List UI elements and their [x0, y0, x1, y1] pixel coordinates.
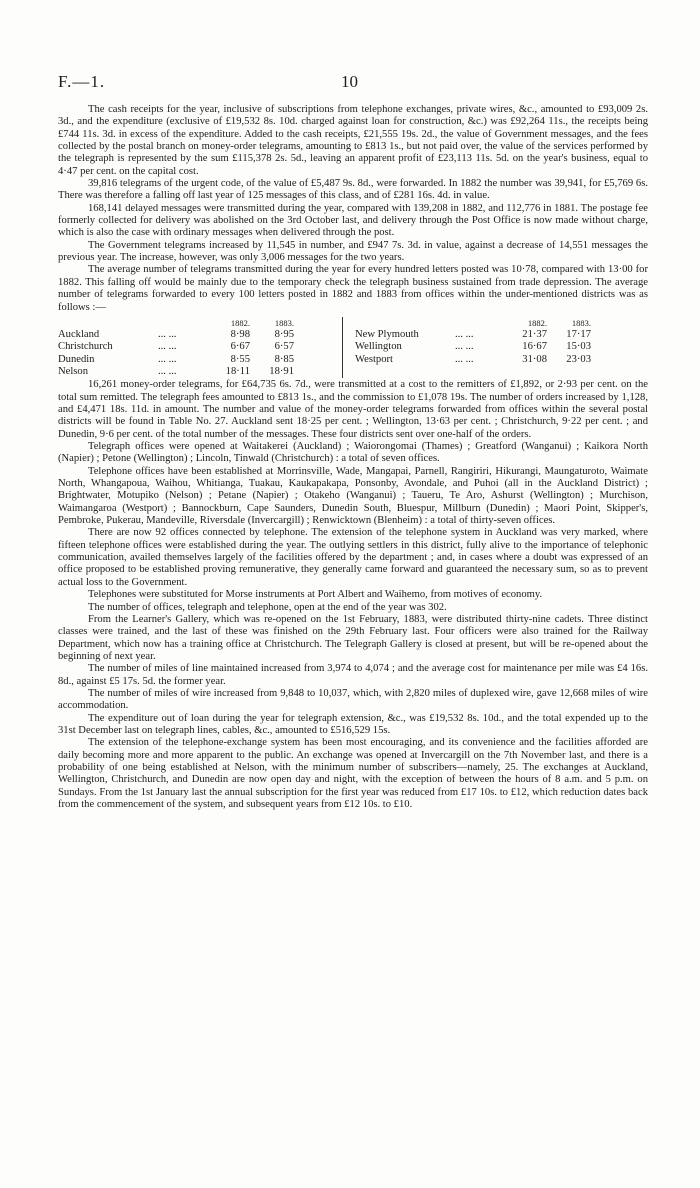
paragraph: Telegraph offices were opened at Waitakerei (Auckland) ; Waiorongomai (Thames) ; Greatford (Wanganui) ; Kaikora North (Napier) ; Petone (Wellington) ; Lincoln, Tinwald (Christchurch) : a total of seven offices. [58, 441, 648, 465]
district-name: New Plymouth [355, 329, 419, 341]
table-row [58, 354, 338, 366]
table-row [355, 329, 623, 341]
value-1882: 6·67 [230, 341, 250, 353]
value-1883: 8·85 [274, 353, 294, 365]
leader-dots: ... ... [158, 353, 177, 365]
table-row [58, 341, 338, 353]
value-1883: 17·17 [566, 329, 591, 341]
report-reference: F.—1. [58, 72, 106, 91]
col-header-1882: 1882. [527, 317, 547, 328]
leader-dots: ... ... [455, 329, 474, 341]
district-name: Wellington [355, 341, 402, 353]
paragraph: The Government telegrams increased by 11,545 in number, and £947 7s. 3d. in value, against a decrease of 14,551 messages the previous year. The increase, however, was only 3,006 messages for the two years. [58, 239, 648, 264]
paragraph: The extension of the telephone-exchange system has been most encouraging, and its convenience and the facilities afforded are daily becoming more and more apparent to the public. An exchange was opened at Invercargill on the 7th November last, and there is a probability of one being established at Nelson, with the minimum number of subscribers—namely, 25. The exchanges at Auckland, Wellington, Christchurch, and Dunedin are now open day and night, with the exception of between the hours of 8 a.m. and 5 p.m. on Sundays. From the 1st January last the annual subscription for the first year was reduced from £17 10s. to £12, which reduction dates back from the commencement of the system, and subsequent years from £12 10s. to £10. [58, 737, 648, 811]
table-column-left [58, 317, 338, 378]
table-row [58, 329, 338, 341]
district-name: Christchurch [58, 341, 113, 353]
value-1883: 23·03 [566, 353, 591, 365]
paragraphs-before-table [58, 104, 648, 314]
table-row [355, 341, 623, 353]
col-header-1883: 1883. [274, 317, 294, 328]
value-1883: 15·03 [566, 341, 591, 353]
leader-dots: ... ... [455, 353, 474, 365]
telegram-ratio-table [58, 317, 648, 378]
value-1882: 16·67 [522, 341, 547, 353]
value-1882: 8·55 [230, 353, 250, 365]
leader-dots: ... ... [158, 366, 177, 378]
paragraph: From the Learner's Gallery, which was re-opened on the 1st February, 1883, were distributed thirty-nine cadets. Three distinct classes were trained, and the last of these was finished on the 29th February last. Four officers were also trained for the Railway Department, which now has a training office at Christchurch. The Telegraph Gallery is closed at present, but will be re-opened about the beginning of next year. [58, 613, 648, 662]
value-1883: 18·91 [269, 366, 294, 378]
paragraph: The expenditure out of loan during the year for telegraph extension, &c., was £19,532 8s. 10d., and the total expended up to the 31st December last on telegraph lines, cables, &c., amounted to £516,529 15s. [58, 712, 648, 736]
leader-dots: ... ... [158, 329, 177, 341]
value-1883: 8·95 [274, 329, 294, 341]
value-1883: 6·57 [274, 341, 294, 353]
leader-dots: ... ... [455, 341, 474, 353]
table-row [355, 354, 623, 366]
paragraphs-after-table [58, 379, 648, 811]
col-header-1882: 1882. [230, 317, 250, 328]
table-column-right [342, 317, 623, 378]
col-header-1883: 1883. [571, 317, 591, 328]
value-1882: 31·08 [522, 353, 547, 365]
table-row [58, 366, 338, 378]
page-number: 10 [341, 72, 358, 91]
paragraph: The average number of telegrams transmitted during the year for every hundred letters posted was 10·78, compared with 13·00 for 1882. This falling off would be mainly due to the temporary check the telegraph business sustained from trade depression. The average number of telegrams forwarded to every 100 letters posted in 1882 and 1883 from offices within the under-mentioned districts was as follows :— [58, 264, 648, 313]
value-1882: 21·37 [522, 329, 547, 341]
paragraph: Telephones were substituted for Morse instruments at Port Albert and Waihemo, from motives of economy. [88, 589, 543, 601]
document-body [58, 104, 648, 811]
paragraph: The cash receipts for the year, inclusive of subscriptions from telephone exchanges, private wires, &c., amounted to £93,009 2s. 3d., and the expenditure (exclusive of £19,532 8s. 10d. charged against loan for construction, &c.) was £92,264 11s., the receipts being £744 11s. 3d. in excess of the expenditure. Added to the cash receipts, £21,555 19s. 2d., the value of Government messages, and the fees collected by the postal branch on money-order telegrams, amounting to £813 1s., but not paid over, the value of the services performed by the telegraph is represented by the sum £115,378 2s. 5d., leaving an apparent profit of £23,113 11s. 5d. on the year's business, equal to 4·47 per cent. on the capital cost. [58, 104, 648, 177]
paragraph: 39,816 telegrams of the urgent code, of the value of £5,487 9s. 8d., were forwarded. In 1882 the number was 39,941, for £5,769 6s. There was therefore a falling off last year of 125 messages of this class, and of £281 16s. 4d. in value. [58, 178, 648, 202]
value-1882: 18·11 [225, 366, 250, 378]
district-name: Nelson [58, 366, 89, 378]
district-name: Auckland [58, 329, 100, 341]
paragraph: The number of offices, telegraph and telephone, open at the end of the year was 302. [88, 601, 447, 613]
paragraph: There are now 92 offices connected by telephone. The extension of the telephone system in Auckland was very marked, where fifteen telephone offices were established during the year. The outlying settlers in this district, fully alive to the importance of telephonic communication, availed themselves largely of the facilities offered by the department ; and, in cases where a doubt was expressed of an office proposed to be established proving remunerative, they generally came forward and guaranteed the necessary sum, so as to prevent actual loss to the Government. [58, 527, 648, 588]
page-header [58, 72, 648, 94]
value-1882: 8·98 [230, 329, 250, 341]
paragraph: The number of miles of wire increased from 9,848 to 10,037, which, with 2,820 miles of duplexed wire, gave 12,668 miles of wire accommodation. [58, 687, 648, 712]
district-name: Dunedin [58, 353, 95, 365]
paragraph: The number of miles of line maintained increased from 3,974 to 4,074 ; and the average cost for maintenance per mile was £4 16s. 8d., against £5 17s. 5d. the former year. [58, 663, 648, 687]
table-header-row [355, 317, 623, 329]
paragraph: Telephone offices have been established at Morrinsville, Wade, Mangapai, Parnell, Rangiriri, Hikurangi, Maungaturoto, Waimate North, Whangapoua, Waihou, Whitianga, Tuakau, Kaukapakapa, Ponsonby, Avondale, and Puhoi (all in the Auckland District) ; Brightwater, Motupiko (Nelson) ; Petane (Napier) ; Otakeho (Wanganui) ; Taueru, Te Aro, Ashurst (Wellington) ; Murchison, Waimangaroa (Westport) ; Bannockburn, Cape Saunders, Dunedin South, Bluespur, Millburn (Dunedin) ; Maori Point, Skipper's, Pembroke, Pukerau, Mandeville, Riversdale (Invercargill) ; Renwicktown (Blenheim) : a total of thirty-seven offices. [58, 465, 648, 527]
table-header-row [58, 317, 338, 329]
paragraph: 168,141 delayed messages were transmitted during the year, compared with 139,208 in 1882, and 112,776 in 1881. The postage fee formerly collected for delivery was abolished on the 3rd October last, and delivery through the Post Office is now made without charge, which is also the case with ordinary messages when delivered through the post. [58, 202, 648, 239]
leader-dots: ... ... [158, 341, 177, 353]
paragraph: 16,261 money-order telegrams, for £64,735 6s. 7d., were transmitted at a cost to the remitters of £1,892, or 2·93 per cent. on the total sum remitted. The telegraph fees amounted to £813 1s., and the commission to £1,078 19s. The number of orders increased by 1,128, and £4,471 18s. 11d. in amount. The number and value of the money-order telegrams forwarded from offices within the several postal districts will be found in Table No. 27. Auckland sent 18·25 per cent. ; Wellington, 13·63 per cent. ; Christchurch, 9·22 per cent. ; and Dunedin, 9·6 per cent. of the total number of the messages. These four districts sent over one-half of the orders. [58, 379, 648, 440]
district-name: Westport [355, 353, 393, 365]
